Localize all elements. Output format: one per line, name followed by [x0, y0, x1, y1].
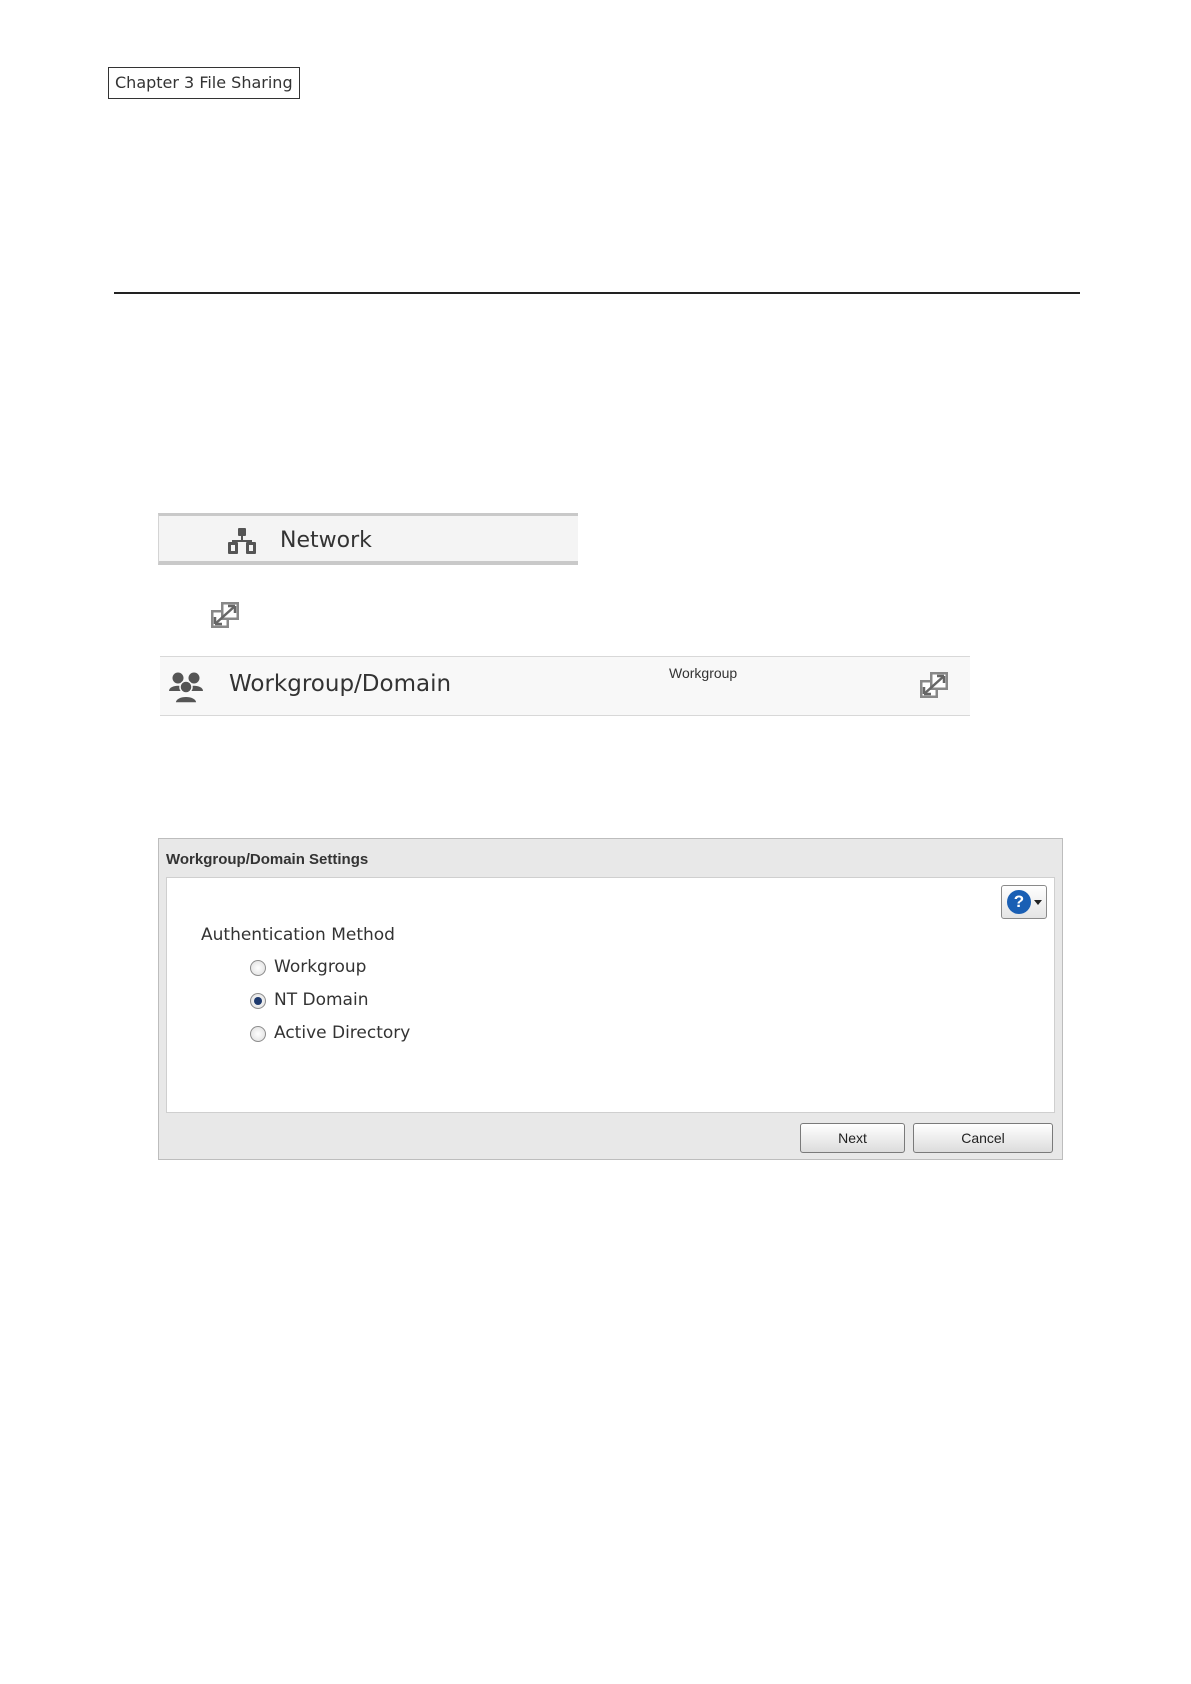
help-button[interactable] [1001, 885, 1047, 919]
radio-label: NT Domain [274, 990, 369, 1010]
next-button[interactable]: Next [800, 1123, 905, 1153]
users-icon [168, 670, 204, 704]
radio-label: Workgroup [274, 957, 367, 977]
workgroup-domain-row [160, 656, 970, 716]
workgroup-domain-value: Workgroup [669, 665, 738, 681]
workgroup-domain-label: Workgroup/Domain [229, 671, 452, 697]
help-icon: ? [1007, 890, 1031, 914]
section-divider [114, 292, 1080, 294]
authentication-method-label: Authentication Method [201, 925, 395, 945]
expand-icon[interactable] [918, 670, 950, 702]
cancel-button[interactable]: Cancel [913, 1123, 1053, 1153]
dialog-title: Workgroup/Domain Settings [166, 851, 369, 868]
radio-button[interactable] [250, 993, 266, 1009]
expand-icon [209, 600, 241, 632]
chapter-label: Chapter 3 File Sharing [108, 67, 300, 99]
radio-button[interactable] [250, 960, 266, 976]
workgroup-domain-settings-dialog [158, 838, 1063, 1160]
network-icon [227, 527, 257, 555]
chevron-down-icon [1034, 900, 1042, 905]
radio-button[interactable] [250, 1026, 266, 1042]
network-label: Network [280, 528, 372, 553]
network-menu-bar[interactable] [158, 513, 578, 565]
dialog-body [166, 877, 1055, 1113]
radio-label: Active Directory [274, 1023, 411, 1043]
